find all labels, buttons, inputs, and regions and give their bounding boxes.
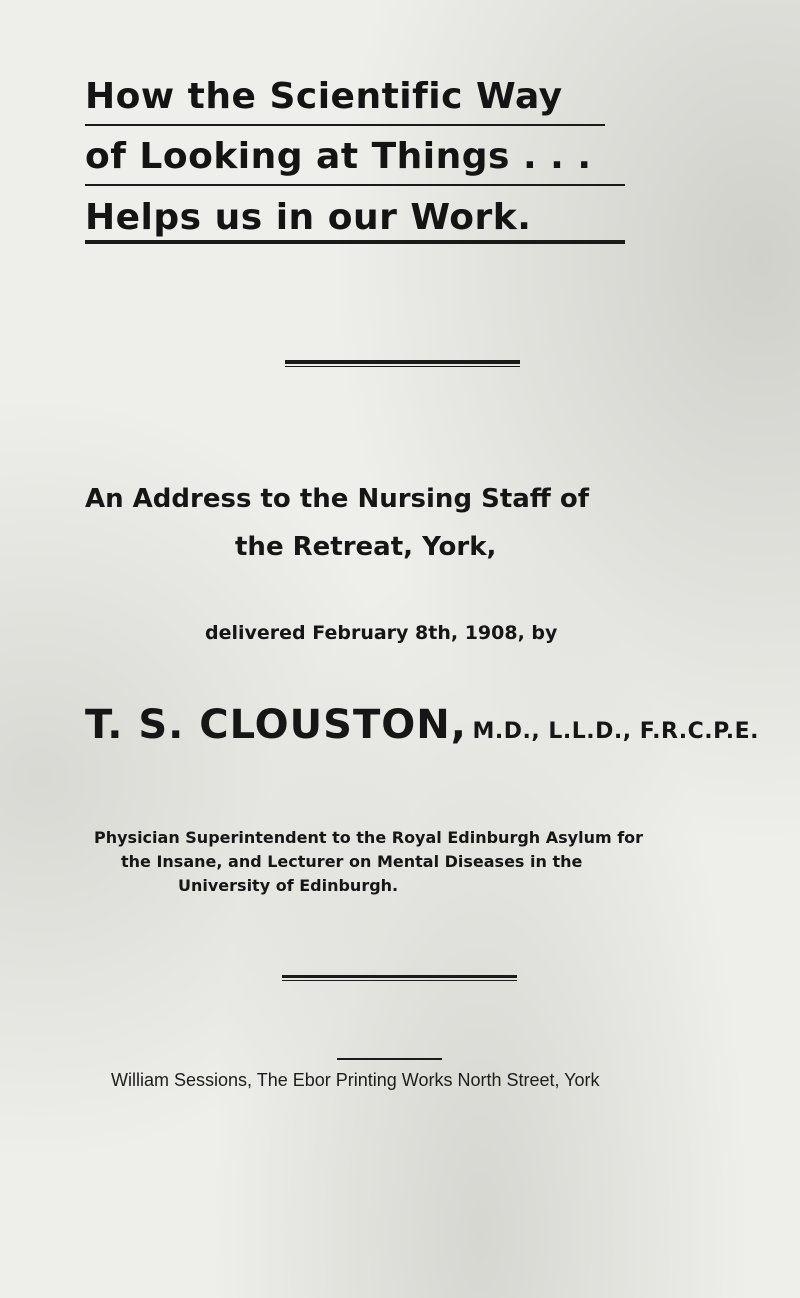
printer-imprint: William Sessions, The Ebor Printing Works North Street, York xyxy=(111,1070,600,1090)
title-underline-3 xyxy=(85,240,625,244)
address-line-2: the Retreat, York, xyxy=(235,532,497,562)
ornamental-rule-bottom xyxy=(282,975,517,978)
position-line-1: Physician Superintendent to the Royal Edinburgh Asylum for xyxy=(94,828,644,847)
position-line-3: University of Edinburgh. xyxy=(178,876,399,895)
title-line-3: Helps us in our Work. xyxy=(85,197,532,238)
author-degrees: M.D., L.L.D., F.R.C.P.E. xyxy=(472,719,759,744)
ornamental-rule-top xyxy=(285,360,520,364)
author-name: T. S. CLOUSTON, xyxy=(85,702,467,748)
printer-rule xyxy=(337,1058,442,1060)
ornamental-rule-bottom-thin xyxy=(282,980,517,981)
title-line-1: How the Scientific Way xyxy=(85,76,563,117)
address-line-1: An Address to the Nursing Staff of xyxy=(85,484,590,514)
ornamental-rule-top-thin xyxy=(285,366,520,367)
position-line-2: the Insane, and Lecturer on Mental Diseases in the xyxy=(121,852,583,871)
title-underline-1 xyxy=(85,124,605,126)
title-line-2: of Looking at Things . . . xyxy=(85,136,592,177)
author-line xyxy=(85,702,759,748)
title-underline-2 xyxy=(85,184,625,186)
delivered-line: delivered February 8th, 1908, by xyxy=(205,622,558,644)
